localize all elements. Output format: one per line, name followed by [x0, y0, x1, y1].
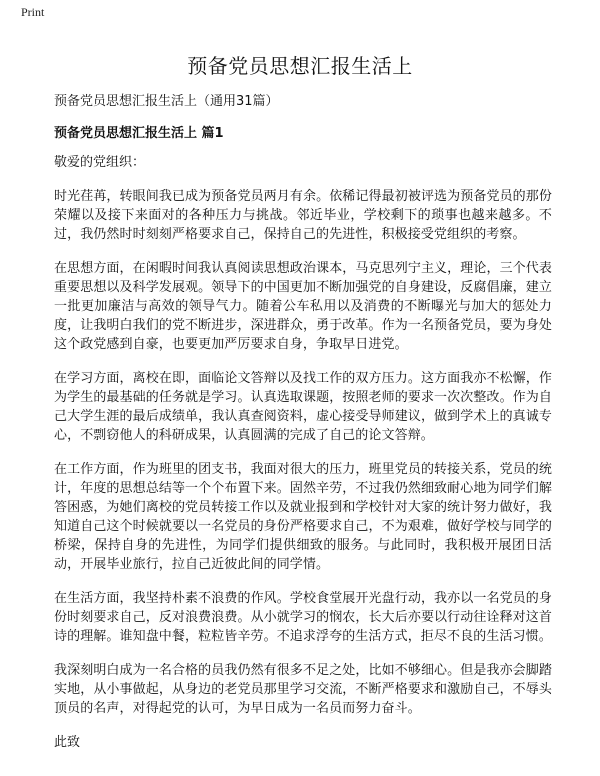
paragraph-conclusion: 我深刻明白成为一名合格的员我仍然有很多不足之处，比如不够细心。但是我亦会脚踏实地，从小事做起，从身边的老党员那里学习交流，不断严格要求和激励自己，不辱头顶员的名声，对得起党的认可，为早日成为一名员而努力奋斗。 [54, 663, 552, 716]
paragraph-thought: 在思想方面，在闲暇时间我认真阅读思想政治课本，马克思列宁主义，理论，三个代表重要思想以及科学发展观。领导下的中国更加不断加强党的自身建设，反腐倡廉，建立一批更加廉洁与高效的领导气力。随着公车私用以及消费的不断曝光与加大的惩处力度，让我明白我们的党不断进步，深进群众，勇于改革。作为一名预备党员，要为身处这个政党感到自豪，也要更加严厉要求自身，争取早日进党。 [54, 261, 552, 352]
paragraph-work: 在工作方面，作为班里的团支书，我面对很大的压力，班里党员的转接关系，党员的统计，年度的思想总结等一个个布置下来。固然辛劳，不过我仍然细致耐心地为同学们解答困惑，为她们离校的党员转接工作以及就业报到和学校针对大家的统计努力做好，我知道自己这个时候就要以一名党员的身份严格要求自己，不为艰难，做好学校与同学的桥梁，保持自身的先进性，为同学们提供细致的服务。与此同时，我积极开展团日活动，开展毕业旅行，拉自己近彼此间的同学情。 [54, 462, 552, 572]
chapter-heading: 预备党员思想汇报生活上 篇1 [54, 126, 224, 141]
document-subtitle: 预备党员思想汇报生活上（通用31篇） [54, 94, 279, 109]
print-link[interactable]: Print [21, 5, 45, 19]
salutation: 敬爱的党组织： [54, 155, 146, 170]
closing-line: 此致 [54, 735, 81, 750]
page-title: 预备党员思想汇报生活上 [187, 54, 413, 78]
paragraph-life: 在生活方面，我坚持朴素不浪费的作风。学校食堂展开光盘行动，我亦以一名党员的身份时刻要求自己，反对浪费浪费。从小就学习的悯农，长大后亦要以行动往诠释对这首诗的理解。谁知盘中餐，粒粒皆辛劳。不追求浮夸的生活方式，拒尽不良的生活习惯。 [54, 591, 552, 644]
paragraph-intro: 时光荏苒，转眼间我已成为预备党员两月有余。依稀记得最初被评选为预备党员的那份荣耀以及接下来面对的各种压力与挑战。邻近毕业，学校剩下的琐事也越来越多。不过，我仍然时时刻刻严格要求自己，保持自己的先进性，积极接受党组织的考察。 [54, 189, 552, 242]
paragraph-study: 在学习方面，离校在即，面临论文答辩以及找工作的双方压力。这方面我亦不松懈，作为学生的最基础的任务就是学习。认真选取课题，按照老师的要求一次次整改。作为自己大学生涯的最后成绩单，我认真查阅资料，虚心接受导师建议，做到学术上的真诚专心，不剽窃他人的科研成果，认真圆满的完成了自己的论文答辩。 [54, 371, 552, 443]
document-body [54, 92, 552, 752]
